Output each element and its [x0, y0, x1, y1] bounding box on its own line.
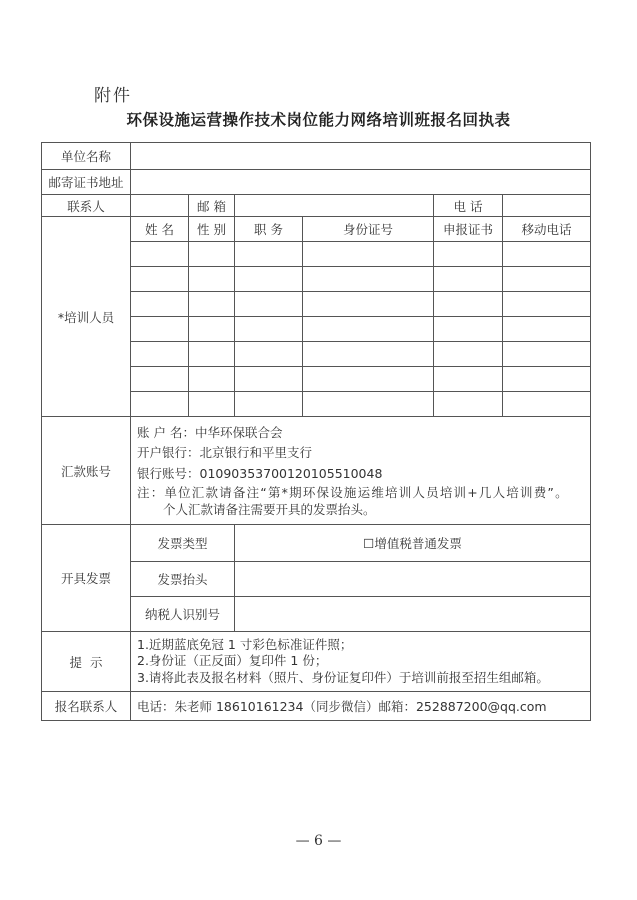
mobile-cell[interactable]: [503, 267, 591, 292]
tips-label: 提 示: [42, 632, 131, 692]
mail-address-label: 邮寄证书地址: [42, 170, 131, 195]
invoice-type-option[interactable]: ☐增值税普通发票: [235, 525, 591, 562]
taxpayer-id-field[interactable]: [235, 597, 591, 632]
position-cell[interactable]: [235, 317, 303, 342]
position-cell[interactable]: [235, 367, 303, 392]
gender-cell[interactable]: [189, 342, 235, 367]
certificate-cell[interactable]: [434, 367, 503, 392]
unit-name-label: 单位名称: [42, 143, 131, 170]
registration-form-table: [41, 142, 591, 721]
name-cell[interactable]: [131, 342, 189, 367]
payment-details: [131, 417, 591, 525]
email-field[interactable]: [235, 195, 434, 217]
gender-cell[interactable]: [189, 292, 235, 317]
position-cell[interactable]: [235, 342, 303, 367]
certificate-cell[interactable]: [434, 292, 503, 317]
taxpayer-id-label: 纳税人识别号: [131, 597, 235, 632]
mobile-cell[interactable]: [503, 367, 591, 392]
page-number: — 6 —: [295, 833, 342, 849]
certificate-cell[interactable]: [434, 342, 503, 367]
name-cell[interactable]: [131, 367, 189, 392]
contact-field[interactable]: [131, 195, 189, 217]
tip-item: 1.近期蓝底免冠 1 寸彩色标准证件照；: [137, 636, 353, 652]
mail-address-field[interactable]: [131, 170, 591, 195]
gender-cell[interactable]: [189, 242, 235, 267]
position-cell[interactable]: [235, 242, 303, 267]
invoice-title-label: 发票抬头: [131, 562, 235, 597]
tip-item: 3.请将此表及报名材料（照片、身份证复印件）于培训前报至招生组邮箱。: [137, 669, 549, 685]
unit-name-field[interactable]: [131, 143, 591, 170]
position-cell[interactable]: [235, 292, 303, 317]
mobile-cell[interactable]: [503, 392, 591, 417]
form-title: 环保设施运营操作技术岗位能力网络培训班报名回执表: [126, 111, 511, 129]
col-header-certificate: 申报证书: [434, 217, 503, 242]
position-cell[interactable]: [235, 267, 303, 292]
position-cell[interactable]: [235, 392, 303, 417]
bank-name: 开户银行：北京银行和平里支行: [137, 445, 313, 461]
certificate-cell[interactable]: [434, 242, 503, 267]
id-number-cell[interactable]: [303, 292, 434, 317]
tip-item: 2.身份证（正反面）复印件 1 份；: [137, 653, 328, 669]
gender-cell[interactable]: [189, 317, 235, 342]
account-number: 银行账号：01090353700120105510048: [137, 465, 383, 481]
attachment-label: 附件: [94, 86, 132, 106]
col-header-gender: 性 别: [189, 217, 235, 242]
invoice-title-field[interactable]: [235, 562, 591, 597]
registration-contact-label: 报名联系人: [42, 692, 131, 721]
email-label: 邮 箱: [189, 195, 235, 217]
invoice-type-label: 发票类型: [131, 525, 235, 562]
phone-label: 电 话: [434, 195, 503, 217]
id-number-cell[interactable]: [303, 267, 434, 292]
certificate-cell[interactable]: [434, 317, 503, 342]
mobile-cell[interactable]: [503, 317, 591, 342]
name-cell[interactable]: [131, 317, 189, 342]
mobile-cell[interactable]: [503, 242, 591, 267]
col-header-name: 姓 名: [131, 217, 189, 242]
id-number-cell[interactable]: [303, 392, 434, 417]
certificate-cell[interactable]: [434, 392, 503, 417]
gender-cell[interactable]: [189, 367, 235, 392]
col-header-mobile: 移动电话: [503, 217, 591, 242]
mobile-cell[interactable]: [503, 342, 591, 367]
name-cell[interactable]: [131, 392, 189, 417]
payment-note: 注：单位汇款请备注“第*期环保设施运维培训人员培训+几人培训费”。: [137, 485, 569, 501]
gender-cell[interactable]: [189, 392, 235, 417]
phone-field[interactable]: [503, 195, 591, 217]
id-number-cell[interactable]: [303, 342, 434, 367]
registration-contact-value: 电话：朱老师 18610161234（同步微信）邮箱：252887200@qq.com: [131, 692, 591, 721]
mobile-cell[interactable]: [503, 292, 591, 317]
payment-label: 汇款账号: [42, 417, 131, 525]
account-name: 账 户 名：中华环保联合会: [137, 424, 283, 440]
payment-note-personal: 个人汇款请备注需要开具的发票抬头。: [163, 502, 376, 518]
col-header-position: 职 务: [235, 217, 303, 242]
name-cell[interactable]: [131, 267, 189, 292]
certificate-cell[interactable]: [434, 267, 503, 292]
col-header-id-number: 身份证号: [303, 217, 434, 242]
id-number-cell[interactable]: [303, 367, 434, 392]
trainees-label: *培训人员: [42, 217, 131, 417]
tips-list: [131, 632, 591, 692]
gender-cell[interactable]: [189, 267, 235, 292]
invoice-label: 开具发票: [42, 525, 131, 632]
id-number-cell[interactable]: [303, 317, 434, 342]
name-cell[interactable]: [131, 242, 189, 267]
contact-label: 联系人: [42, 195, 131, 217]
name-cell[interactable]: [131, 292, 189, 317]
id-number-cell[interactable]: [303, 242, 434, 267]
